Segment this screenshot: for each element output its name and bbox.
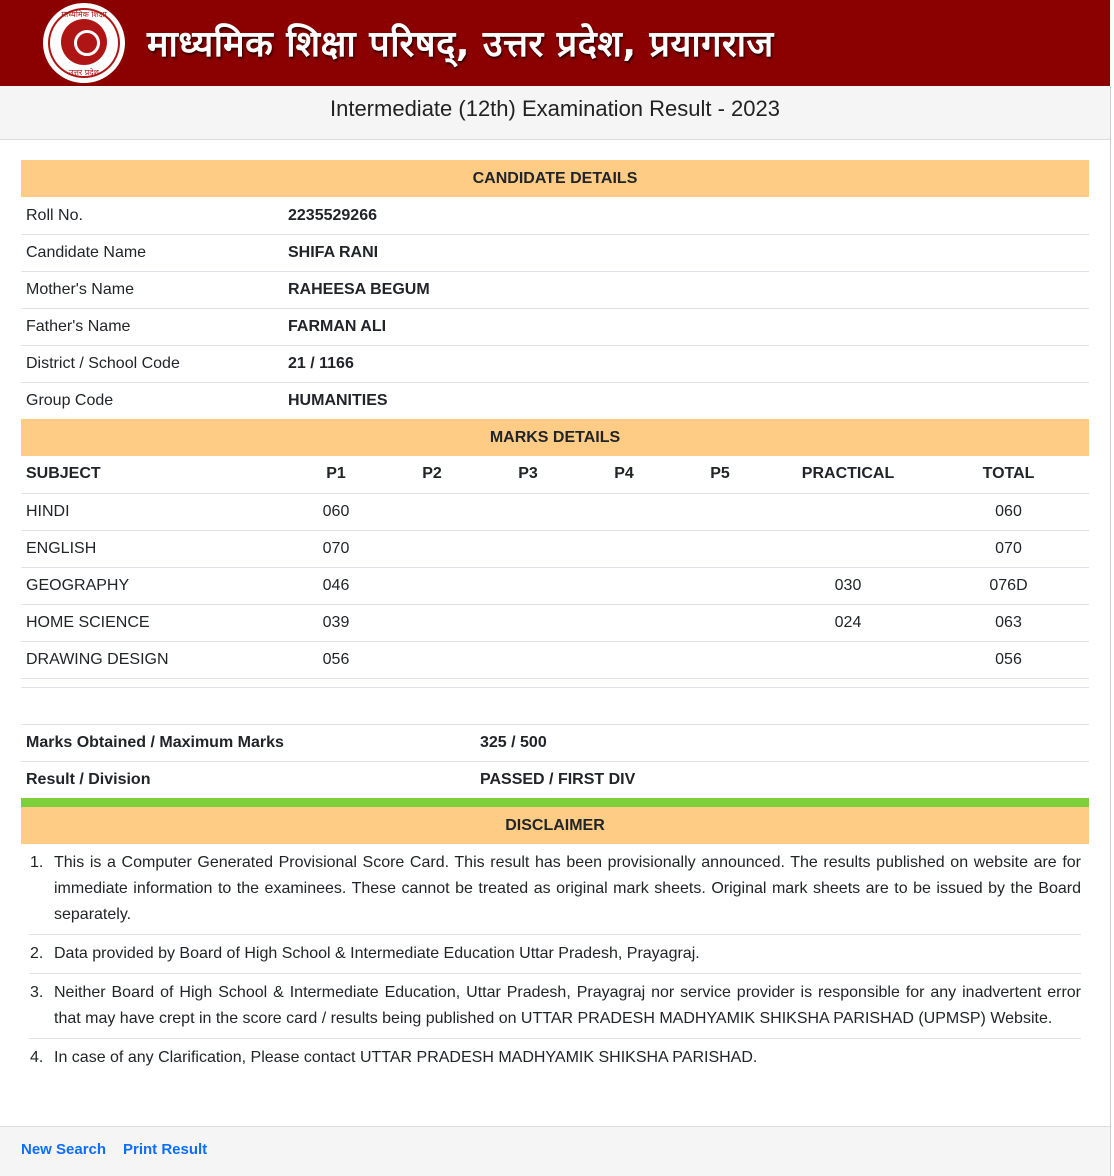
marks-cell (384, 641, 480, 678)
candidate-row (21, 197, 1089, 234)
marks-cell (576, 530, 672, 567)
disclaimer-text: In case of any Clarification, Please contact UTTAR PRADESH MADHYAMIK SHIKSHA PARISHAD. (54, 1049, 758, 1066)
marks-cell: 060 (288, 493, 384, 530)
marks-table (21, 456, 1089, 678)
marks-cell (672, 567, 768, 604)
marks-cell (384, 567, 480, 604)
new-search-link[interactable]: New Search (21, 1141, 107, 1158)
marks-column-header: P4 (614, 465, 634, 483)
marks-cell: 076D (928, 567, 1089, 604)
disclaimer-number: 1. (30, 854, 44, 871)
marks-table-header (21, 456, 1089, 493)
disclaimer-number: 2. (30, 945, 44, 962)
candidate-field-label: Candidate Name (26, 244, 147, 261)
marks-cell: 060 (928, 493, 1089, 530)
marks-cell (480, 604, 576, 641)
marks-cell (384, 530, 480, 567)
disclaimer-item (29, 1038, 1081, 1077)
subject-name: ENGLISH (21, 530, 288, 567)
marks-cell (576, 567, 672, 604)
table-divider (21, 678, 1089, 688)
disclaimer-heading: DISCLAIMER (21, 807, 1089, 844)
logo-top-text: माध्यमिक शिक्षा (61, 10, 107, 19)
marks-cell: 056 (288, 641, 384, 678)
result-division-label: Result / Division (26, 771, 151, 788)
marks-cell: 046 (288, 567, 384, 604)
marks-cell (672, 641, 768, 678)
marks-row (21, 530, 1089, 567)
footer-bar (0, 1126, 1110, 1176)
logo-emblem-icon (61, 19, 107, 65)
marks-cell (384, 493, 480, 530)
marks-column-header: SUBJECT (26, 465, 101, 483)
subject-name: HOME SCIENCE (21, 604, 288, 641)
marks-cell (768, 493, 928, 530)
marks-row (21, 567, 1089, 604)
pass-status-bar (21, 798, 1089, 807)
candidate-field-label: Group Code (26, 392, 114, 409)
candidate-field-value: RAHEESA BEGUM (288, 281, 430, 298)
board-title: माध्यमिक शिक्षा परिषद्, उत्तर प्रदेश, प्रयागराज (147, 24, 774, 65)
marks-details-heading: MARKS DETAILS (21, 419, 1089, 456)
marks-cell: 030 (768, 567, 928, 604)
logo-bottom-text: उत्तर प्रदेश (69, 68, 99, 77)
marks-cell (480, 530, 576, 567)
marks-cell: 024 (768, 604, 928, 641)
candidate-field-value: FARMAN ALI (288, 318, 387, 335)
marks-column-header: TOTAL (982, 465, 1035, 483)
marks-cell (480, 641, 576, 678)
disclaimer-number: 3. (30, 984, 44, 1001)
candidate-field-label: Father's Name (26, 318, 131, 335)
marks-cell (672, 530, 768, 567)
marks-cell: 056 (928, 641, 1089, 678)
marks-column-header: P2 (422, 465, 442, 483)
marks-cell (480, 493, 576, 530)
marks-cell (576, 604, 672, 641)
disclaimer-item (29, 844, 1081, 934)
subject-name: DRAWING DESIGN (21, 641, 288, 678)
candidate-row (21, 271, 1089, 308)
marks-obtained-label: Marks Obtained / Maximum Marks (26, 734, 284, 751)
candidate-details-heading: CANDIDATE DETAILS (21, 160, 1089, 197)
marks-obtained-value: 325 / 500 (480, 734, 547, 751)
candidate-row (21, 382, 1089, 419)
marks-cell: 039 (288, 604, 384, 641)
disclaimer-item (29, 934, 1081, 973)
marks-column-header: P5 (710, 465, 730, 483)
result-division-value: PASSED / FIRST DIV (480, 771, 636, 788)
marks-cell (672, 604, 768, 641)
print-result-link[interactable]: Print Result (123, 1141, 208, 1158)
candidate-details-list (21, 197, 1089, 419)
site-header (0, 0, 1110, 86)
candidate-field-label: Roll No. (26, 206, 83, 224)
marks-cell (576, 493, 672, 530)
marks-cell (768, 641, 928, 678)
upmsp-logo (43, 3, 125, 83)
marks-obtained-row (21, 724, 1089, 761)
marks-cell: 070 (288, 530, 384, 567)
candidate-row (21, 345, 1089, 382)
disclaimer-text: Neither Board of High School & Intermediate Education, Uttar Pradesh, Prayagraj nor service provider is responsible for any inadvertent error that may have crept in the score card / results being published on UTTAR PRADESH MADHYAMIK SHIKSHA PARISHAD (UPMSP) Website. (54, 984, 1081, 1027)
marks-cell (768, 530, 928, 567)
marks-cell: 063 (928, 604, 1089, 641)
marks-column-header: P3 (518, 465, 538, 483)
result-container (21, 160, 1089, 1077)
marks-cell (672, 493, 768, 530)
candidate-field-value: 2235529266 (288, 206, 377, 224)
candidate-row (21, 234, 1089, 271)
subject-name: GEOGRAPHY (21, 567, 288, 604)
candidate-field-label: District / School Code (26, 355, 180, 372)
marks-column-header: PRACTICAL (801, 465, 895, 483)
page-border (1110, 86, 1111, 1176)
disclaimer-text: This is a Computer Generated Provisional Score Card. This result has been provisionally announced. The results published on website are for immediate information to the examinees. These cannot be treated as original mark sheets. Original mark sheets are to be issued by the Board separately. (54, 854, 1081, 923)
disclaimer-number: 4. (30, 1049, 44, 1066)
result-division-row (21, 761, 1089, 798)
marks-row (21, 604, 1089, 641)
disclaimer-list (21, 844, 1089, 1077)
subject-name: HINDI (21, 493, 288, 530)
marks-cell (480, 567, 576, 604)
marks-column-header: P1 (326, 465, 346, 483)
marks-cell (384, 604, 480, 641)
disclaimer-text: Data provided by Board of High School & Intermediate Education Uttar Pradesh, Prayagraj. (54, 945, 700, 962)
candidate-field-label: Mother's Name (26, 281, 134, 298)
marks-cell: 070 (928, 530, 1089, 567)
marks-cell (576, 641, 672, 678)
disclaimer-item (29, 973, 1081, 1038)
candidate-field-value: SHIFA RANI (288, 244, 379, 261)
candidate-field-value: 21 / 1166 (288, 355, 354, 372)
candidate-field-value: HUMANITIES (288, 392, 388, 409)
exam-title: Intermediate (12th) Examination Result - 2023 (0, 86, 1110, 140)
marks-row (21, 641, 1089, 678)
candidate-row (21, 308, 1089, 345)
marks-row (21, 493, 1089, 530)
